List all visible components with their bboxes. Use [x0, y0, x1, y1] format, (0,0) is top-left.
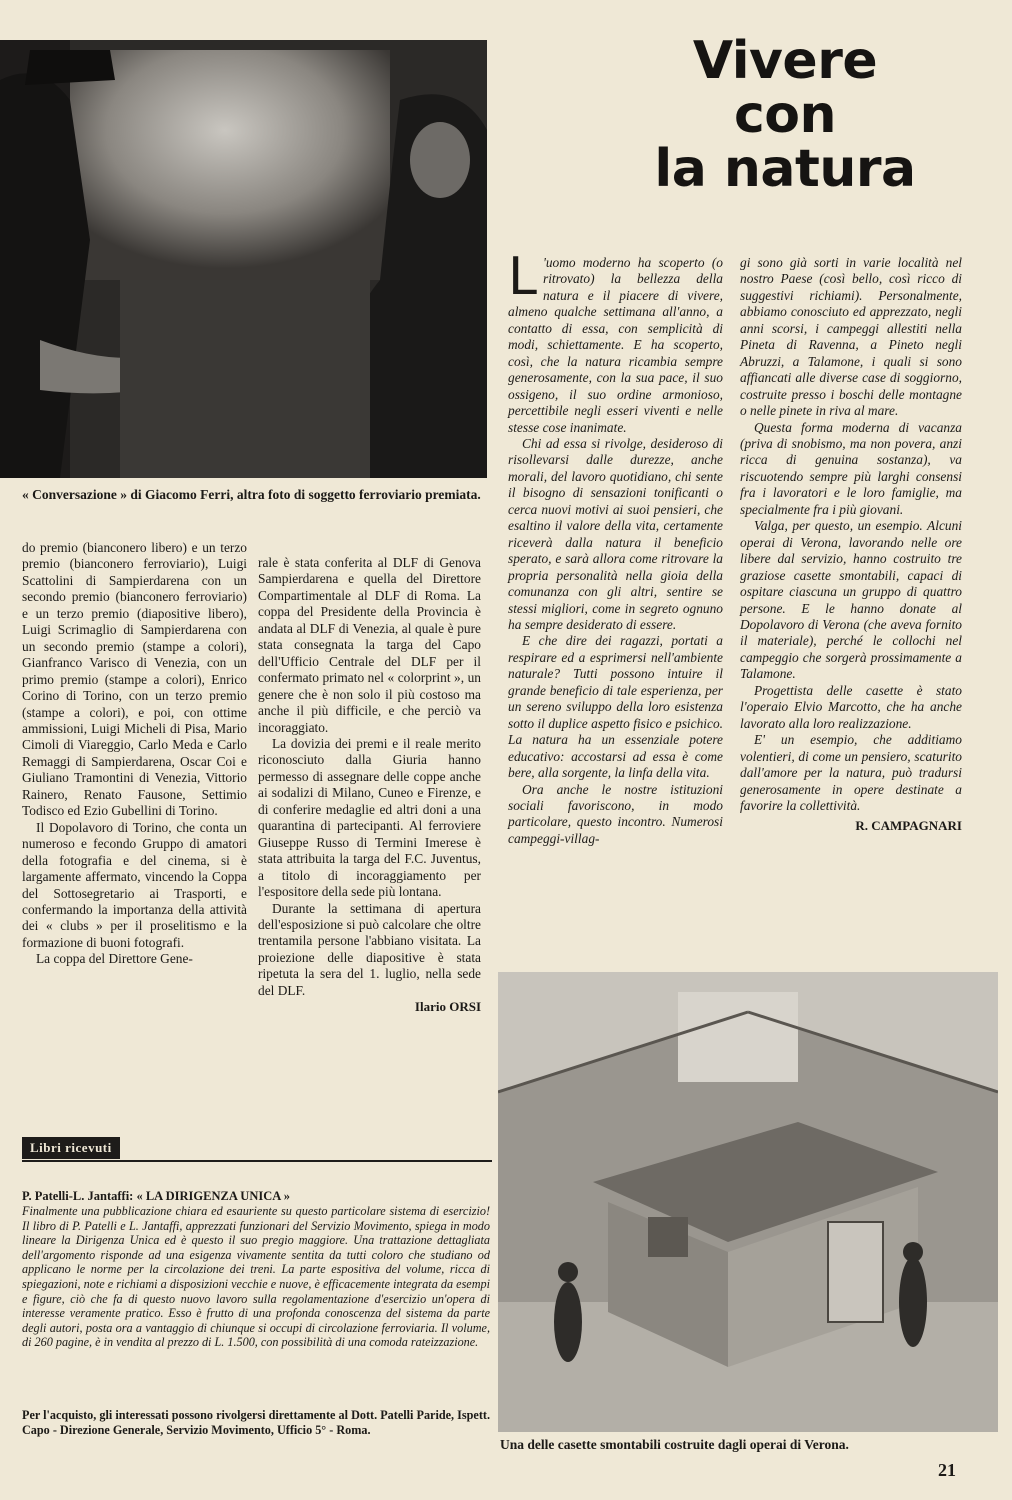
article-col1-para-3: E che dire dei ragazzi, portati a respirare ed a esprimersi nell'ambiente naturale? Tutti possono intuire il grande beneficio di tale esperienza, per un sereno sviluppo della loro esistenza sotto il duplice aspetto fisico e psichico. La natura ha un essenziale potere educativo: accostarsi ad essa è come bere, alla sorgente, la linfa della vita.	[508, 633, 723, 781]
article-col2-para-3: Valga, per questo, un esempio. Alcuni operai di Verona, lavorando nelle ore libere dal servizio, hanno costruito tre graziose casette smontabili, capaci di ospitare ciascuna un gruppo di quattro persone. E le hanno donate al Dopolavoro di Verona (che aveva fornito il materiale), perché le collochi nel campeggio che sorgerà prossimamente a Talamone.	[740, 518, 962, 682]
article-col2-para-1: gi sono già sorti in varie località nel nostro Paese (così bello, così ricco di suggestivi richiami). Personalmente, abbiamo conosciuto ed apprezzato, negli anni scorsi, i campeggi allestiti nella Pineta di Ravenna, a Pineto negli Abruzzi, a Talamone, i quali si sono affiancati alle diverse case di soggiorno, costruite presso i boschi delle montagne o nelle pinete in riva al mare.	[740, 255, 962, 419]
left-column-1	[22, 540, 247, 968]
article-col2-para-2: Questa forma moderna di vacanza (priva di snobismo, ma non povera, anzi ricca di genuina sostanza), va riscuotendo sempre più larghi consensi fra i lavoratori e le loro famiglie, ma specialmente fra i più giovani.	[740, 419, 962, 517]
book-review-body: Finalmente una pubblicazione chiara ed esauriente su questo particolare sistema di esercizio! Il libro di P. Patelli e L. Jantaffi, apprezzati funzionari del Servizio Movimento, spiega in modo lineare la Dirigenza Unica ed è questo il suo pregio maggiore. Una trattazione dettagliata dell'argomento risponde ad una esigenza vivamente sentita da tutti coloro che studiano od applicano le norme per la circolazione dei treni. La parte espositiva del volume, ricca di spiegazioni, note e richiami a disposizioni vecchie e nuove, è efficacemente integrata da esempi e figure, ciò che fa di questo nuovo lavoro sulla regolamentazione d'esercizio un'opera di interesse veramente pratico. Esso è frutto di una profonda conoscenza del sistema da parte degli autori, posta ora a vantaggio di chiunque si occupi di circolazione ferroviaria. Il volume, di 260 pagine, è in vendita al prezzo di L. 1.500, con possibilità di una comoda rateizzazione.	[22, 1204, 490, 1350]
books-rule	[22, 1160, 492, 1162]
title-line-2: con	[733, 85, 837, 145]
left-column-2	[258, 555, 481, 1016]
bottom-photo	[498, 972, 998, 1432]
left-col2-para-3: Durante la settimana di apertura dell'esposizione si può calcolare che oltre trentamila persone l'abbiano visitata. La proiezione delle diapositive è stata ripetuta la sera del 1. luglio, nella sede del DLF.	[258, 900, 481, 998]
left-col1-para-2: Il Dopolavoro di Torino, che conta un numeroso e fecondo Gruppo di amatori della fotografia e del cinema, si è largamente affermato, vincendo la Coppa del Sottosegretario ai Trasporti, e confermando la importanza della attività dei « clubs » per il proselitismo e la formazione di buoni fotografi.	[22, 819, 247, 950]
left-col1-para-1: do premio (bianconero libero) e un terzo premio (bianconero ferroviario), Luigi Scattolini di Sampierdarena con un secondo premio (bianconero ferroviario) e un terzo premio (diapositive libero), Luigi Scrimaglio di Sampierdarena con un secondo premio (stampe a colori), Gianfranco Varisco di Venezia, con un primo premio (stampe a colori), Enrico Corino di Torino, con un terzo premio (stampe a colori), e poi, con ottime ammissioni, Luigi Micheli di Pisa, Mario Cimoli di Viareggio, Carlo Meda e Carlo Remaggi di Sampierdarena, Oscar Coi e Giuliano Tramontini di Venezia, Vittorio Rainero, Renato Fausone, Settimio Todisco ed Ezio Gubellini di Torino.	[22, 540, 247, 819]
book-heading: P. Patelli-L. Jantaffi: « LA DIRIGENZA UNICA »	[22, 1189, 290, 1203]
bottom-photo-caption: Una delle casette smontabili costruite dagli operai di Verona.	[500, 1437, 849, 1452]
left-col1-para-3: La coppa del Direttore Gene-	[36, 951, 193, 967]
dropcap-letter: L	[508, 247, 537, 307]
title-line-3: la natura	[654, 139, 916, 199]
article-signature: R. CAMPAGNARI	[855, 818, 962, 834]
article-column-2	[740, 255, 962, 835]
article-col2-para-5: E' un esempio, che additiamo volentieri, di come un pensiero, scaturito dall'amore per la natura, può tradursi generosamente in opere destinate a favorire la collettività.	[740, 732, 962, 813]
article-title	[575, 31, 995, 199]
title-line-1: Vivere	[692, 31, 878, 91]
left-signature: Ilario ORSI	[414, 999, 481, 1015]
left-col2-para-1: rale è stata conferita al DLF di Genova Sampierdarena e quella del Direttore Compartimentale al DLF di Roma. La coppa del Presidente della Provincia è andata al DLF di Venezia, al quale è pure stata consegnata la targa del Capo dell'Ufficio Centrale del DLF per il confermato primato nel « colorprint », un genere che è non solo il più costoso ma anche il più difficile, e che perciò va incoraggiato.	[258, 555, 481, 735]
article-column-1	[508, 247, 723, 847]
top-photo-caption: « Conversazione » di Giacomo Ferri, altra foto di soggetto ferroviario premiata.	[22, 487, 481, 502]
book-purchase-info: Per l'acquisto, gli interessati possono rivolgersi direttamente al Dott. Patelli Paride, Ispett. Capo - Direzione Generale, Servizio Movimento, Ufficio 5° - Roma.	[22, 1408, 490, 1437]
top-photo	[0, 40, 487, 478]
page-number: 21	[938, 1460, 956, 1480]
article-col2-para-4: Progettista delle casette è stato l'operaio Elvio Marcotto, che ha anche lavorato alla loro realizzazione.	[740, 682, 962, 731]
books-section-tag: Libri ricevuti	[22, 1137, 120, 1159]
article-col1-para-4: Ora anche le nostre istituzioni sociali favoriscono, in modo particolare, questo incontro. Numerosi campeggi-villag-	[508, 781, 723, 846]
left-col2-para-2: La dovizia dei premi e il reale merito riconosciuto dalla Giuria hanno permesso di assegnare delle coppe anche ai sodalizi di Milano, Cuneo e Firenze, e di conferire medaglie ed altri doni a una quarantina di partecipanti. Al ferroviere Giuseppe Russo di Termini Imerese è stata attribuita la targa del F.C. Juventus, a titolo di incoraggiamento per l'espositore della sede più lontana.	[258, 735, 481, 900]
article-col1-para-2: Chi ad essa si rivolge, desideroso di risollevarsi dalle durezze, anche morali, del lavoro quotidiano, chi sente il bisogno di sensazioni tonificanti o cerca nuovi motivi ai suoi pensieri, che esaltino il valore della vita, certamente riceverà dalla natura il beneficio sperato, e sarà allora come ritrovare la propria personalità nella gioia della comunanza con gli altri, sentire se stessi migliori, come in segreto ognuno ha sempre desiderato di essere.	[508, 435, 723, 632]
article-col1-para-1: 'uomo moderno ha scoperto (o ritrovato) la bellezza della natura e il piacere di vivere, almeno qualche settimana all'anno, a contatto di essa, con semplicità di modi, schiettamente. E ha scoperto, così, che la natura ricambia sempre generosamente, con la sua pace, il suo ossigeno, il suo ordine armonioso, percettibile negli esseri viventi e nelle stesse cose inanimate.	[508, 255, 723, 435]
cabin-photo-image	[498, 972, 998, 1432]
conversation-photo-image	[0, 40, 487, 478]
